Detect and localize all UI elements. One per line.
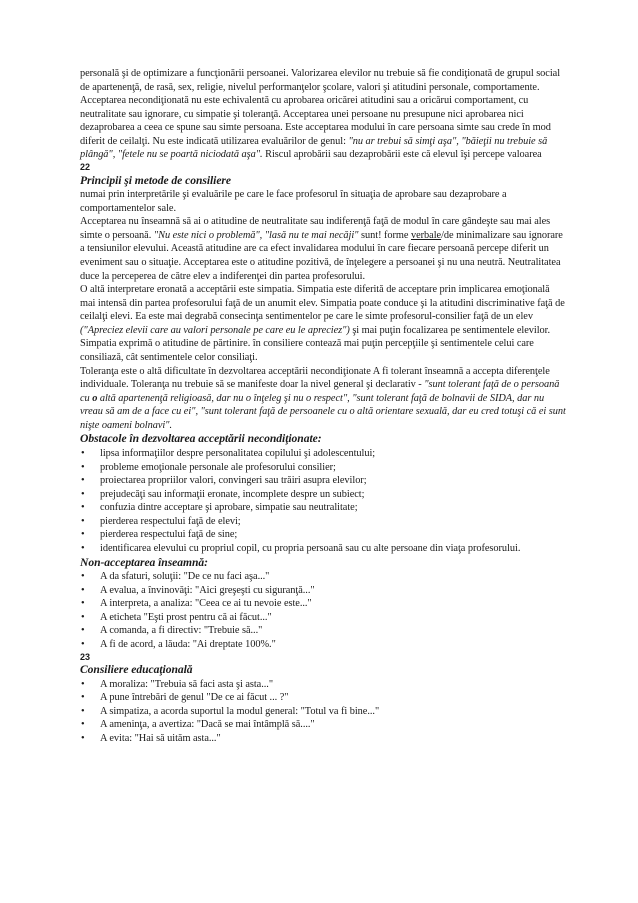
bullet-icon: • (81, 515, 85, 527)
list-item-text: identificarea elevului cu propriul copil, cu propria persoană sau cu alte persoane din viaţa profesorului. (100, 543, 521, 554)
bullet-icon: • (81, 705, 85, 717)
bullet-icon: • (81, 584, 85, 596)
bullet-icon: • (81, 625, 85, 637)
list-item (80, 461, 567, 475)
bullet-icon: • (81, 529, 85, 541)
quote-tolerant: "sunt tolerant faţă de o persoană cu o altă apartenenţă religioasă, dar nu o înţeleg şi nu o respect", "sunt tolerant faţă de bolnavii de SIDA, dar nu vreau să am de a face cu ei", "sunt tolerant faţă de persoanele cu o altă orientare sexuală, dar eu cred totuşi că ei sunt nişte oameni bolnavi". (80, 379, 566, 431)
list-item-text: A evalua, a învinovăţi: "Aici greşeşti cu siguranţă..." (100, 584, 315, 596)
list-item-text: A pune întrebări de genul "De ce ai făcut ... ?" (100, 692, 289, 704)
heading-consiliere-educationala: Consiliere educaţională (80, 663, 193, 677)
page-number-23: 23 (80, 651, 90, 662)
list-item-text: lipsa informaţiilor despre personalitatea copilului şi adolescentului; (100, 447, 376, 459)
list-item (80, 501, 567, 515)
bullet-icon: • (81, 502, 85, 514)
non-acceptance-list (80, 570, 567, 651)
paragraph-toleranta: Toleranţa este o altă dificultate în dezvoltarea acceptării necondiţionate A fi tolerant înseamnă a accepta diferenţele individuale. Toleranţa nu trebuie să se manifeste doar la nivel general şi declarativ - "sunt tolerant faţă de o persoană cu o altă apartenenţă religioasă, dar nu o înţeleg şi nu o respect", "sunt tolerant faţă de bolnavii de SIDA, dar nu vreau să am de a face cu ei", "sunt tolerant faţă de persoanele cu o altă orientare sexuală, dar eu cred totuşi că ei sunt nişte oameni bolnavi". (80, 365, 566, 431)
list-item-text: A comanda, a fi directiv: "Trebuie să..." (100, 625, 263, 637)
list-item (80, 488, 567, 502)
list-item-text: A moraliza: "Trebuia să faci asta şi asta..." (100, 678, 273, 690)
list-item-text: A simpatiza, a acorda suportul la modul general: "Totul va fi bine..." (100, 705, 380, 717)
list-item-text: probleme emoţionale personale ale profesorului consilier; (100, 461, 336, 473)
list-item (80, 718, 567, 732)
bullet-icon: • (81, 447, 85, 459)
list-item (80, 678, 567, 692)
bullet-icon: • (81, 732, 85, 744)
list-item-text: A ameninţa, a avertiza: "Dacă se mai întâmplă să...." (100, 719, 315, 731)
quote-evaluari: "nu ar trebui să simţi aşa", "băieţii nu trebuie să plângă", "fetele nu se poartă niciodată aşa". (80, 135, 548, 161)
list-item (80, 611, 567, 625)
list-item (80, 584, 567, 598)
list-item (80, 528, 567, 542)
paragraph-valorizare: personală şi de optimizare a funcţionării persoanei. Valorizarea elevilor nu trebuie să fie condiţionată de grupul social de apartenenţă, de rasă, sex, religie, nivelul performanţelor şcolare, valori şi atitudini personale, comportamente. (80, 68, 561, 93)
paragraph-neutralitate: Acceptarea nu înseamnă să ai o atitudine de neutralitate sau indiferenţă faţă de modul în care gândeşte sau mai ales simte o persoană. "Nu este nici o problemă", "lasă nu te mai necăji" sunt! forme verbale/de minimalizare sau ignorare a tensiunilor elevului. Această atitudine are ca efect invalidarea modului în care fiecare persoană percepe diferit un eveniment sau o situaţie. Acceptarea este o atitudine pozitivă, de înţelegere a persoanei şi nu una neutră. Neutralitatea duce la perceperea de către elev a indiferenţei din partea profesorului. (80, 216, 563, 282)
obstacles-list (80, 447, 567, 556)
heading-principii: Principii şi metode de consiliere (80, 173, 231, 187)
bullet-icon: • (81, 488, 85, 500)
list-item-text: A da sfaturi, soluţii: "De ce nu faci aşa..." (100, 571, 270, 583)
bullet-icon: • (81, 678, 85, 690)
paragraph-acceptare-neconditionata: Acceptarea necondiţionată nu este echivalentă cu aprobarea oricărei atitudini sau a oricărui comportament, cu neutralitate sau ignorare, cu simpatie şi toleranţă. Acceptarea unei persoane nu presupune nici aprobarea nici dezaprobarea a ceea ce spune sau simte persoana. Este acceptarea modului în care persoana simte sau crede în mod diferit de ceilalţi. Nu este indicată utilizarea evaluărilor de genul: "nu ar trebui să simţi aşa", "băieţii nu trebuie să plângă", "fetele nu se poartă niciodată aşa". Riscul aprobării sau dezaprobării este că elevul îşi percepe valoarea (80, 95, 551, 161)
bullet-icon: • (81, 571, 85, 583)
list-item (80, 691, 567, 705)
underlined-word: verbale (410, 229, 442, 241)
bullet-icon: • (81, 692, 85, 704)
document-page (80, 67, 567, 745)
list-item (80, 624, 567, 638)
list-item (80, 542, 567, 556)
page-number-22: 22 (80, 162, 90, 173)
paragraph-interpretari: numai prin interpretările şi evaluările pe care le face profesorul în situaţia de aprobare sau dezaprobare a comportamentelor sale. (80, 189, 507, 214)
advice-list (80, 678, 567, 746)
bullet-icon: • (81, 611, 85, 623)
list-item-text: prejudecăţi sau informaţii eronate, incomplete despre un subiect; (100, 488, 365, 500)
heading-obstacole: Obstacole în dezvoltarea acceptării necondiţionate: (80, 432, 322, 446)
paragraph-simpatie: O altă interpretare eronată a acceptării este simpatia. Simpatia este diferită de acceptare prin implicarea emoţională mai intensă din partea profesorului faţă de un anumit elev. Simpatia poate conduce şi la atitudini discriminative faţă de ceilalţi elevi. Ea este mai degrabă consecinţa sentimentelor pe care le simte profesorul-consilier faţă de un elev ("Apreciez elevii care au valori personale pe care eu le apreciez") şi mai puţin focalizarea pe sentimentele elevilor. Simpatia exprimă o atitudine de părtinire. în consiliere contează mai puţin percepţiile şi sentimentele celui care consiliază, cât sentimentele celor consiliaţi. (80, 284, 565, 363)
list-item (80, 638, 567, 652)
list-item (80, 474, 567, 488)
bullet-icon: • (81, 719, 85, 731)
bullet-icon: • (81, 598, 85, 610)
quote-apreciez: ("Apreciez elevii care au valori personale pe care eu le apreciez") (80, 324, 350, 336)
list-item (80, 705, 567, 719)
bullet-icon: • (81, 638, 85, 650)
list-item (80, 447, 567, 461)
bullet-icon: • (81, 543, 85, 554)
list-item-text: proiectarea propriilor valori, convingeri sau trăiri asupra elevilor; (100, 475, 367, 487)
list-item-text: pierderea respectului faţă de sine; (100, 529, 238, 541)
list-item (80, 597, 567, 611)
bullet-icon: • (81, 475, 85, 487)
list-item-text: pierderea respectului faţă de elevi; (100, 515, 241, 527)
list-item (80, 570, 567, 584)
list-item-text: A fi de acord, a lăuda: "Ai dreptate 100%." (100, 638, 276, 650)
heading-non-acceptare: Non-acceptarea înseamnă: (80, 555, 208, 569)
list-item-text: A eticheta "Eşti prost pentru că ai făcut..." (100, 611, 272, 623)
list-item-text: A evita: "Hai să uităm asta..." (100, 732, 221, 744)
list-item (80, 515, 567, 529)
bullet-icon: • (81, 461, 85, 473)
list-item-text: A interpreta, a analiza: "Ceea ce ai tu nevoie este..." (100, 598, 312, 610)
list-item-text: confuzia dintre acceptare şi aprobare, simpatie sau neutralitate; (100, 502, 358, 514)
quote-minimalizare: "Nu este nici o problemă", "lasă nu te mai necăji" (153, 229, 359, 241)
list-item (80, 732, 567, 746)
